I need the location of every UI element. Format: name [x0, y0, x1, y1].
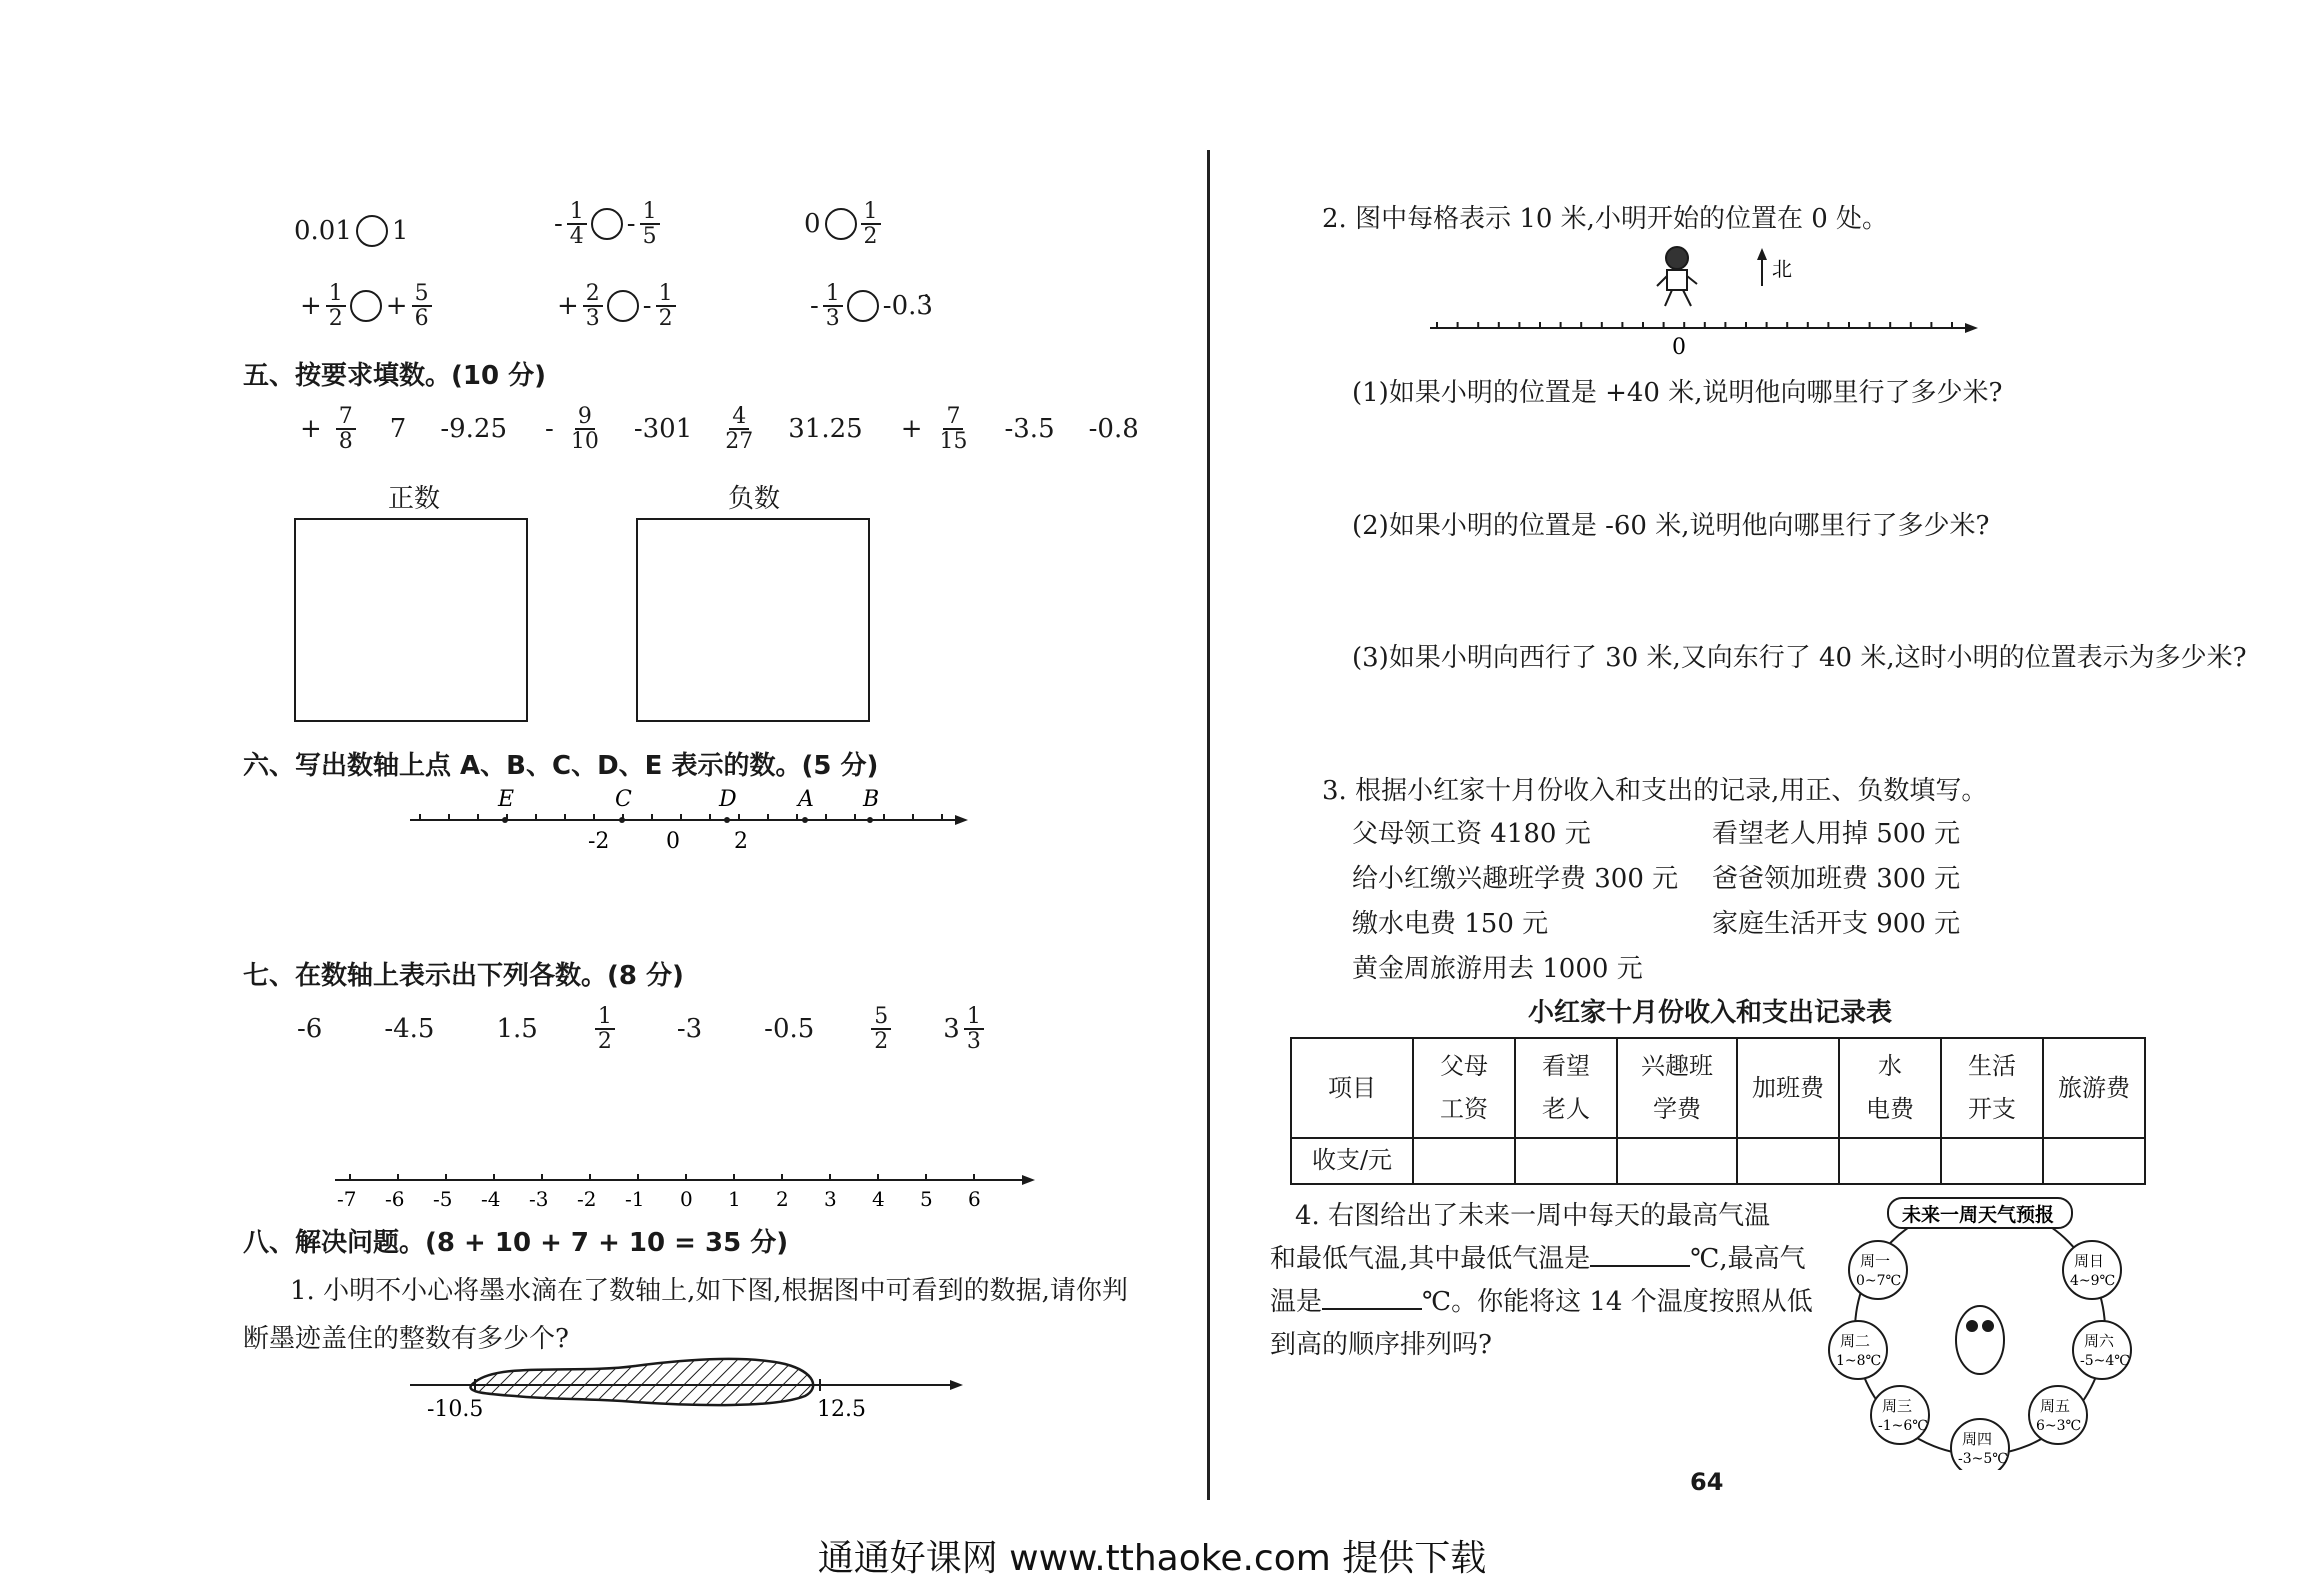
answer-cell[interactable]: [1839, 1138, 1941, 1183]
header-cell: 项目: [1291, 1038, 1413, 1138]
tick-label: -1: [625, 1187, 645, 1210]
tick-label: -6: [385, 1187, 405, 1210]
compare-circle-5[interactable]: [607, 290, 639, 322]
compare-circle-2[interactable]: [591, 208, 623, 240]
fraction: $\frac{1}{5}$: [640, 200, 660, 248]
section7-title: 七、在数轴上表示出下列各数。(8 分): [243, 961, 684, 991]
header-cell: 看望 老人: [1515, 1038, 1617, 1138]
header-cell: 加班费: [1737, 1038, 1839, 1138]
forecast-day-range: -3~5℃: [1958, 1451, 2008, 1467]
fraction: $\frac{7}{8}$: [336, 405, 356, 453]
forecast-day-2: [2063, 1241, 2121, 1299]
forecast-day-label: 周日: [2074, 1252, 2105, 1270]
fraction: $\frac{5}{2}$: [871, 1005, 891, 1053]
fraction: $\frac{1}{2}$: [861, 200, 881, 248]
forecast-day-label: 周四: [1962, 1430, 1993, 1448]
q3-item-b: 看望老人用掉 500 元: [1712, 819, 1961, 849]
point-D: D: [719, 787, 737, 812]
owl-figure: [1956, 1306, 2004, 1374]
q2-figure: [1425, 238, 1985, 358]
ink-blot: [471, 1359, 814, 1405]
forecast-day-label: 周二: [1840, 1332, 1871, 1350]
point-A: A: [798, 787, 814, 812]
row-label: 收支/元: [1291, 1138, 1413, 1183]
forecast-day-3: [1829, 1321, 1887, 1379]
q3-item-d: 爸爸领加班费 300 元: [1712, 864, 1961, 894]
forecast-day-range: 1~8℃: [1836, 1353, 1882, 1369]
table-header-row: [1291, 1038, 2145, 1138]
page-number: 64: [1690, 1468, 1724, 1496]
fraction: $\frac{1}{2}$: [595, 1005, 615, 1053]
tick-label: 1: [728, 1187, 741, 1210]
q2-sub1: (1)如果小明的位置是 +40 米,说明他向哪里行了多少米?: [1352, 378, 2003, 408]
section7-number-line: [330, 1160, 1040, 1210]
header-cell: 旅游费: [2043, 1038, 2145, 1138]
tick-label: -7: [337, 1187, 357, 1210]
compare-circle-1[interactable]: [356, 215, 388, 247]
q3-title: 3. 根据小红家十月份收入和支出的记录,用正、负数填写。: [1322, 776, 1988, 806]
header-cell: 兴趣班 学费: [1617, 1038, 1737, 1138]
q1-line1: 1. 小明不小心将墨水滴在了数轴上,如下图,根据图中可看到的数据,请你判: [290, 1276, 1128, 1306]
table-row: [1291, 1138, 2145, 1183]
record-table: [1290, 1037, 2146, 1185]
zero-label: 0: [1672, 335, 1686, 358]
positive-label: 正数: [388, 484, 441, 514]
tick-label: -4: [481, 1187, 501, 1210]
q2-title: 2. 图中每格表示 10 米,小明开始的位置在 0 处。: [1322, 204, 1889, 234]
header-cell: 父母 工资: [1413, 1038, 1515, 1138]
tick-label: 0: [680, 1187, 693, 1210]
ink-right-label: 12.5: [817, 1397, 866, 1422]
forecast-day-range: -1~6℃: [1878, 1418, 1928, 1434]
north-label: 北: [1772, 257, 1792, 281]
point-C: C: [615, 787, 632, 812]
q4-line2: 和最低气温,其中最低气温是 ℃,最高气: [1270, 1244, 1806, 1274]
forecast-day-1: [1849, 1241, 1907, 1299]
fraction: $\frac{1}{3}$: [964, 1005, 984, 1053]
tick-label: 3: [824, 1187, 837, 1210]
table-title: 小红家十月份收入和支出记录表: [1528, 998, 1893, 1028]
tick-label: -3: [529, 1187, 549, 1210]
q3-item-a: 父母领工资 4180 元: [1352, 819, 1591, 849]
fraction: $\frac{1}{3}$: [823, 282, 843, 330]
forecast-day-label: 周三: [1882, 1397, 1913, 1415]
forecast-day-range: 6~3℃: [2036, 1418, 2082, 1434]
header-cell: 生活 开支: [1941, 1038, 2043, 1138]
q3-item-c: 给小红缴兴趣班学费 300 元: [1352, 864, 1679, 894]
tick-label: 0: [666, 829, 680, 850]
point-E: E: [498, 787, 515, 812]
forecast-day-range: 4~9℃: [2070, 1273, 2116, 1289]
forecast-day-range: -5~4℃: [2080, 1353, 2130, 1369]
q2-sub3: (3)如果小明向西行了 30 米,又向东行了 40 米,这时小明的位置表示为多少米?: [1352, 643, 2247, 673]
answer-cell[interactable]: [1617, 1138, 1737, 1183]
answer-cell[interactable]: [1515, 1138, 1617, 1183]
compare-circle-4[interactable]: [350, 290, 382, 322]
answer-cell[interactable]: [1737, 1138, 1839, 1183]
section7-values: -6 -4.5 1.5 $\frac{1}{2}$ -3 -0.5 $\frac{5}{2}$ 3 $\frac{1}{3}$: [295, 1005, 986, 1053]
tick-label: -5: [433, 1187, 453, 1210]
section8-title: 八、解决问题。(8 + 10 + 7 + 10 = 35 分): [243, 1228, 789, 1258]
forecast-day-label: 周五: [2040, 1397, 2071, 1415]
fraction: $\frac{9}{10}$: [570, 404, 599, 455]
comparison-1: [292, 215, 410, 247]
tick-label: 5: [920, 1187, 933, 1210]
ink-left-label: -10.5: [427, 1397, 484, 1422]
min-temp-blank[interactable]: [1590, 1265, 1690, 1267]
comparison-1-right: 1: [391, 216, 409, 246]
positive-box[interactable]: [294, 518, 528, 722]
boy-figure: [1657, 247, 1697, 306]
fraction: $\frac{1}{2}$: [656, 282, 676, 330]
forecast-day-7: [1951, 1419, 2009, 1470]
forecast-day-range: 0~7℃: [1856, 1273, 1902, 1289]
weather-forecast: [1810, 1190, 2150, 1470]
tick-label: -2: [588, 829, 610, 850]
tick-label: 2: [734, 829, 748, 850]
comparison-1-left: 0.01: [294, 216, 352, 246]
forecast-title: 未来一周天气预报: [1902, 1204, 2055, 1226]
max-temp-blank[interactable]: [1322, 1308, 1422, 1310]
footer-credit: 通通好课网 www.tthaoke.com 提供下载: [817, 1538, 1487, 1579]
comparison-5: + $\frac{2}{3}$ - $\frac{1}{2}$: [555, 282, 678, 330]
forecast-day-4: [2073, 1321, 2131, 1379]
comparison-6: - $\frac{1}{3}$ -0.3̇: [810, 281, 933, 332]
comparison-2: - $\frac{1}{4}$ - $\frac{1}{5}$: [552, 200, 662, 248]
q4-line4: 到高的顺序排列吗?: [1270, 1330, 1492, 1360]
tick-label: 2: [776, 1187, 789, 1210]
answer-cell[interactable]: [1413, 1138, 1515, 1183]
forecast-day-6: [2029, 1386, 2087, 1444]
tick-label: 4: [872, 1187, 885, 1210]
ink-blot-number-line: [405, 1352, 965, 1422]
forecast-day-5: [1871, 1386, 1929, 1444]
q4-line1: 4. 右图给出了未来一周中每天的最高气温: [1295, 1201, 1771, 1231]
compare-circle-6[interactable]: [847, 290, 879, 322]
comparison-3: 0 $\frac{1}{2}$: [802, 200, 883, 248]
q4-line3: 温是 ℃。你能将这 14 个温度按照从低: [1270, 1287, 1813, 1317]
section6-title: 六、写出数轴上点 A、B、C、D、E 表示的数。(5 分): [243, 751, 879, 781]
negative-label: 负数: [728, 484, 781, 514]
q2-sub2: (2)如果小明的位置是 -60 米,说明他向哪里行了多少米?: [1352, 511, 1990, 541]
negative-box[interactable]: [636, 518, 870, 722]
q3-item-g: 黄金周旅游用去 1000 元: [1352, 954, 1643, 984]
forecast-day-label: 周六: [2084, 1332, 2115, 1350]
compare-circle-3[interactable]: [825, 208, 857, 240]
fraction: $\frac{4}{27}$: [725, 404, 754, 455]
q3-item-f: 家庭生活开支 900 元: [1712, 909, 1961, 939]
tick-label: -2: [577, 1187, 597, 1210]
q1-line2: 断墨迹盖住的整数有多少个?: [243, 1324, 569, 1354]
section6-number-line: [400, 780, 970, 850]
fraction: $\frac{2}{3}$: [583, 282, 603, 330]
fraction: $\frac{1}{4}$: [567, 200, 587, 248]
forecast-day-label: 周一: [1860, 1252, 1891, 1270]
q3-item-e: 缴水电费 150 元: [1352, 909, 1549, 939]
tick-label: 6: [968, 1187, 981, 1210]
answer-cell[interactable]: [2043, 1138, 2145, 1183]
fraction: $\frac{5}{6}$: [412, 282, 432, 330]
fraction: $\frac{7}{15}$: [939, 404, 968, 455]
page-divider: [1207, 150, 1210, 1500]
answer-cell[interactable]: [1941, 1138, 2043, 1183]
section5-title: 五、按要求填数。(10 分): [243, 361, 546, 391]
header-cell: 水 电费: [1839, 1038, 1941, 1138]
section5-numbers: + $\frac{7}{8}$ 7 -9.25 - $\frac{9}{10}$ -301 $\frac{4}{27}$ 31.25 + $\frac{7}{15}$ -3.5 -0.8: [300, 404, 1139, 455]
point-B: B: [863, 787, 880, 812]
comparison-4: + $\frac{1}{2}$ + $\frac{5}{6}$: [298, 282, 434, 330]
fraction: $\frac{1}{2}$: [326, 282, 346, 330]
